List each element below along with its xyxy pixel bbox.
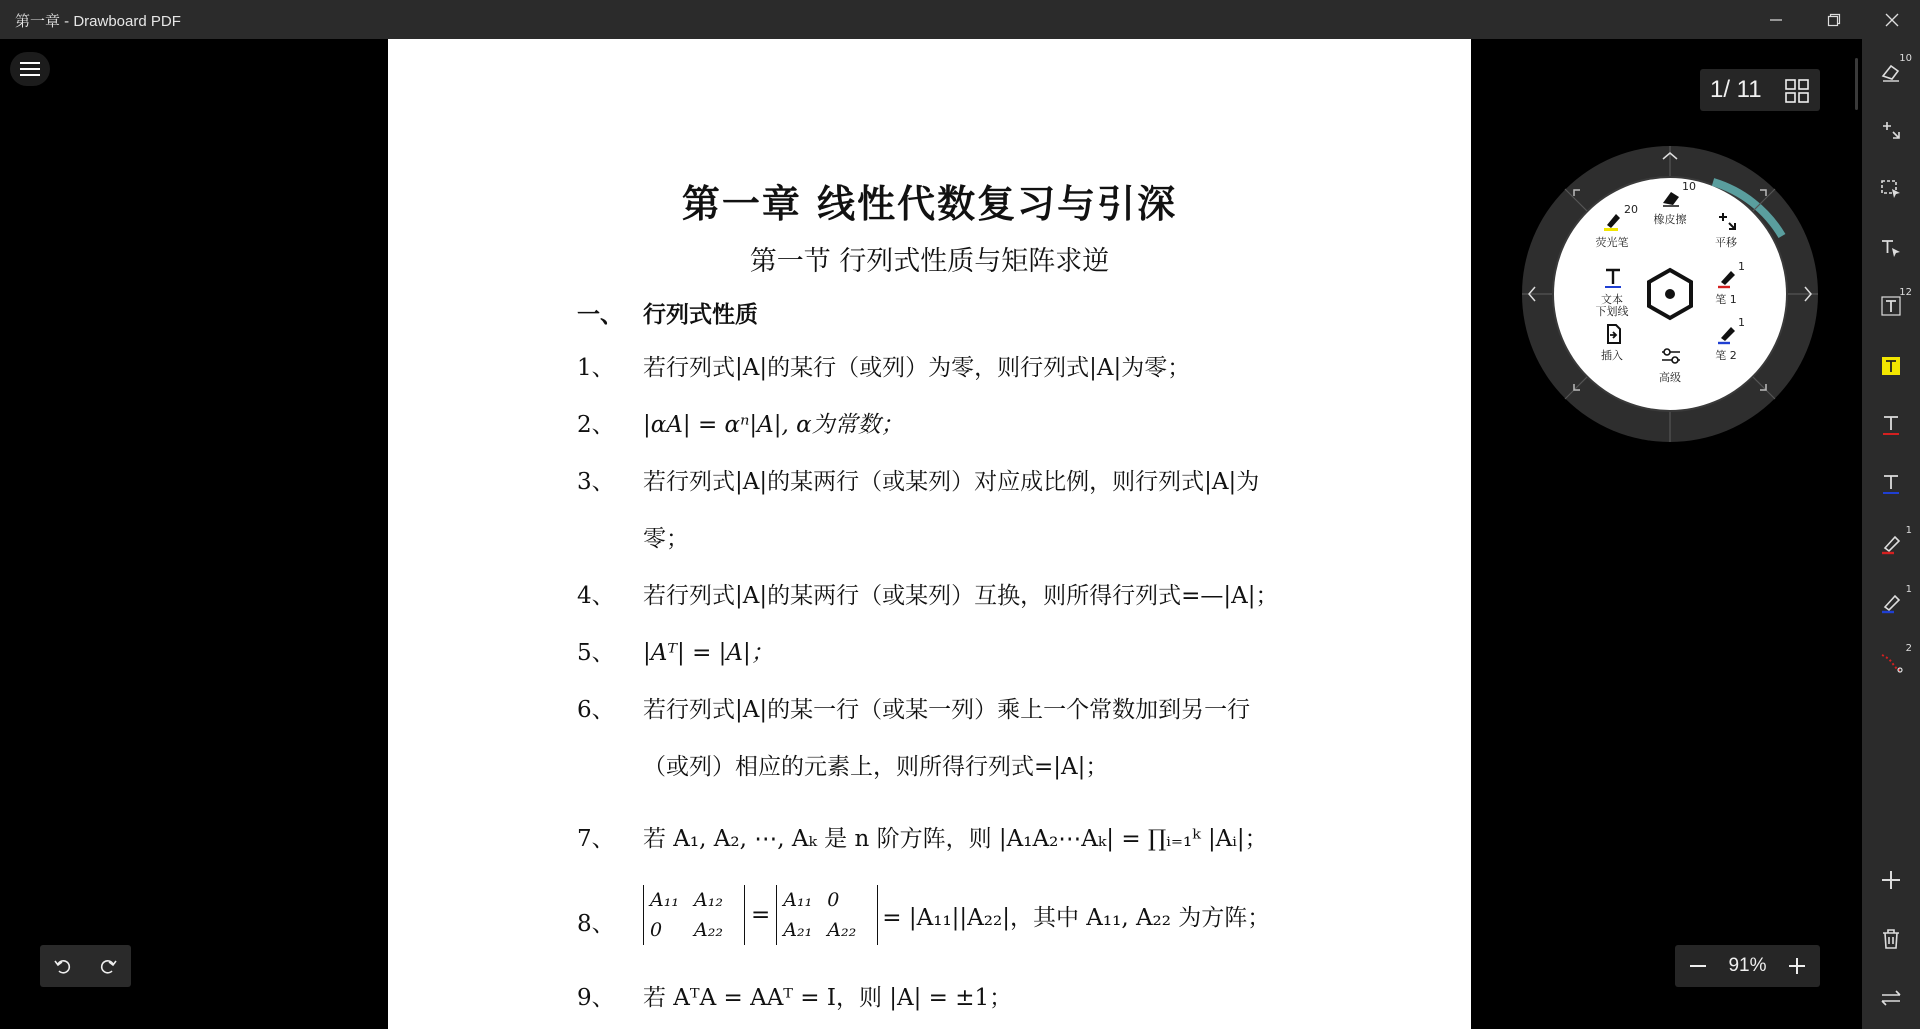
dotted-line-icon [1879, 650, 1903, 674]
item-formula: A₁₁ A₁₂ 0 A₂₂ = A₁₁ 0 A₂₁ A₂₂ = |A₁₁||A₂₂|，其中 A₁₁, A₂₂ 为方阵； [643, 885, 1270, 945]
redo-icon [98, 956, 118, 976]
pdf-page[interactable] [388, 39, 1471, 1029]
item-text: 若行列式|A|的某两行（或某列）互换，则所得行列式=—|A|； [643, 583, 1279, 609]
toolbar-add[interactable] [1862, 857, 1920, 903]
advanced-label: 高级 [1659, 371, 1681, 384]
highlighter-count: 20 [1624, 203, 1638, 216]
minimize-icon [1769, 13, 1783, 27]
restore-button[interactable] [1806, 0, 1862, 39]
item-number: 5、 [577, 640, 615, 666]
text-blue-underline-icon [1879, 472, 1903, 496]
scrollbar-thumb[interactable] [1855, 58, 1858, 110]
pen-red-icon [1879, 532, 1903, 556]
item-text: 若 AᵀA = AAᵀ = I，则 |A| = ±1； [643, 985, 1013, 1011]
grid-view-icon[interactable] [1784, 78, 1810, 104]
eraser-count: 10 [1899, 53, 1912, 64]
insert-icon [1601, 322, 1625, 346]
page-indicator[interactable] [1700, 69, 1820, 111]
heading-text: 行列式性质 [643, 301, 758, 328]
list-item [577, 463, 1260, 496]
trash-icon [1879, 927, 1903, 951]
item-text-continued: 零； [643, 526, 689, 552]
pen2-count: 1 [1738, 316, 1745, 329]
item-number: 2、 [577, 412, 615, 438]
eraser-label: 橡皮擦 [1653, 213, 1687, 226]
pen1-count: 1 [1905, 525, 1912, 536]
swap-arrows-icon [1879, 986, 1903, 1010]
zoom-level: 91% [1728, 955, 1767, 976]
title-bar [0, 0, 1920, 39]
hamburger-icon [19, 60, 41, 78]
text-count: 12 [1899, 287, 1912, 298]
text-red-underline-icon [1879, 413, 1903, 437]
pen-blue-icon [1879, 591, 1903, 615]
shape-count: 2 [1905, 643, 1912, 654]
pen2-count: 1 [1905, 584, 1912, 595]
toolbar-select[interactable] [1862, 166, 1920, 212]
toolbar-text[interactable] [1862, 283, 1920, 329]
text-highlight-icon [1879, 354, 1903, 378]
highlighter-icon [1601, 209, 1625, 233]
list-item [577, 634, 774, 667]
radial-highlighter[interactable] [1582, 203, 1642, 265]
toolbar-text-select[interactable] [1862, 225, 1920, 271]
list-item [577, 691, 1251, 724]
pen-blue-icon [1715, 322, 1739, 346]
list-item [577, 820, 1268, 853]
minus-icon [1688, 956, 1708, 976]
item-text: = |A₁₁||A₂₂|，其中 A₁₁, A₂₂ 为方阵； [882, 904, 1271, 931]
list-item [577, 979, 1013, 1012]
item-number: 6、 [577, 697, 615, 723]
list-item [577, 406, 904, 439]
eraser-icon [1659, 186, 1683, 210]
radial-advanced[interactable] [1640, 344, 1700, 400]
undo-button[interactable] [48, 951, 78, 981]
text-underline-label: 文本 下划线 [1595, 293, 1629, 318]
pen1-count: 1 [1738, 260, 1745, 273]
text-select-icon [1879, 236, 1903, 260]
radial-pen1[interactable] [1696, 260, 1756, 322]
pan-icon [1879, 118, 1903, 142]
zoom-out-button[interactable] [1683, 951, 1713, 981]
section-title: 第一节 行列式性质与矩阵求逆 [749, 246, 1110, 277]
toolbar-eraser[interactable] [1862, 49, 1920, 95]
restore-icon [1827, 13, 1841, 27]
item-number: 9、 [577, 985, 615, 1011]
matrix-left: A₁₁ A₁₂ 0 A₂₂ [643, 885, 745, 945]
item-number: 7、 [577, 826, 615, 852]
insert-label: 插入 [1601, 349, 1623, 362]
item-number: 1、 [577, 355, 615, 381]
radial-pan[interactable] [1696, 209, 1756, 265]
matrix-right: A₁₁ 0 A₂₁ A₂₂ [776, 885, 878, 945]
toolbar-pen2[interactable] [1862, 580, 1920, 626]
toolbar-collapse[interactable] [1862, 975, 1920, 1021]
item-text: |αA| = αⁿ|A|, α为常数； [643, 412, 904, 438]
page-number[interactable]: 1/ 11 [1710, 76, 1762, 103]
chapter-title: 第一章 线性代数复习与引深 [681, 181, 1178, 226]
item-text-continued: （或列）相应的元素上，则所得行列式=|A|； [643, 754, 1109, 780]
selection-icon [1879, 177, 1903, 201]
item-text: 若行列式|A|的某一行（或某一列）乘上一个常数加到另一行 [643, 697, 1251, 723]
toolbar-shape[interactable] [1862, 639, 1920, 685]
window-title: 第一章 - Drawboard PDF [15, 13, 181, 30]
list-item-continuation [577, 748, 1109, 780]
sliders-icon [1659, 344, 1683, 368]
item-number: 3、 [577, 469, 615, 495]
text-underline-icon [1601, 266, 1625, 290]
item-number: 8、 [577, 911, 615, 937]
pan-label: 平移 [1715, 236, 1737, 249]
list-item-continuation [577, 520, 689, 552]
item-number: 4、 [577, 583, 615, 609]
redo-button[interactable] [93, 951, 123, 981]
radial-eraser[interactable] [1640, 180, 1700, 242]
item-text: 若行列式|A|的某两行（或某列）对应成比例，则行列式|A|为 [643, 469, 1260, 495]
list-item [577, 577, 1279, 610]
heading-number: 一、 [577, 301, 623, 328]
toolbar-pan[interactable] [1862, 107, 1920, 153]
pan-icon [1715, 209, 1739, 233]
toolbar-text-strikethrough[interactable] [1862, 402, 1920, 448]
undo-redo-group [40, 945, 131, 987]
eraser-count: 10 [1682, 180, 1696, 193]
close-button[interactable] [1864, 0, 1920, 39]
toolbar-pen1[interactable] [1862, 521, 1920, 567]
zoom-in-button[interactable] [1782, 951, 1812, 981]
radial-text-underline[interactable] [1582, 266, 1642, 322]
close-icon [1885, 13, 1899, 27]
menu-button[interactable] [10, 52, 50, 86]
pen1-label: 笔 1 [1715, 293, 1737, 306]
pen-red-icon [1715, 266, 1739, 290]
toolbar-delete[interactable] [1862, 916, 1920, 962]
zoom-control [1675, 945, 1820, 987]
right-toolbar [1862, 39, 1920, 1029]
heading [577, 296, 758, 329]
radial-tool-menu[interactable] [1520, 144, 1820, 444]
item-text: 若 A₁, A₂, ⋯, Aₖ 是 n 阶方阵，则 |A₁A₂⋯Aₖ| = ∏ᵢ₌₁ᵏ |Aᵢ|； [643, 826, 1268, 852]
item-text: 若行列式|A|的某行（或列）为零，则行列式|A|为零； [643, 355, 1191, 381]
minimize-button[interactable] [1748, 0, 1804, 39]
toolbar-text-highlight[interactable] [1862, 343, 1920, 389]
list-item [577, 889, 1271, 941]
undo-icon [53, 956, 73, 976]
list-item [577, 349, 1191, 382]
radial-pen2[interactable] [1696, 316, 1756, 378]
item-text: |Aᵀ| = |A|； [643, 640, 774, 666]
radial-insert[interactable] [1582, 322, 1642, 378]
pen2-label: 笔 2 [1715, 349, 1737, 362]
plus-icon [1879, 868, 1903, 892]
plus-icon [1787, 956, 1807, 976]
toolbar-text-underline[interactable] [1862, 461, 1920, 507]
highlighter-label: 荧光笔 [1595, 236, 1629, 249]
